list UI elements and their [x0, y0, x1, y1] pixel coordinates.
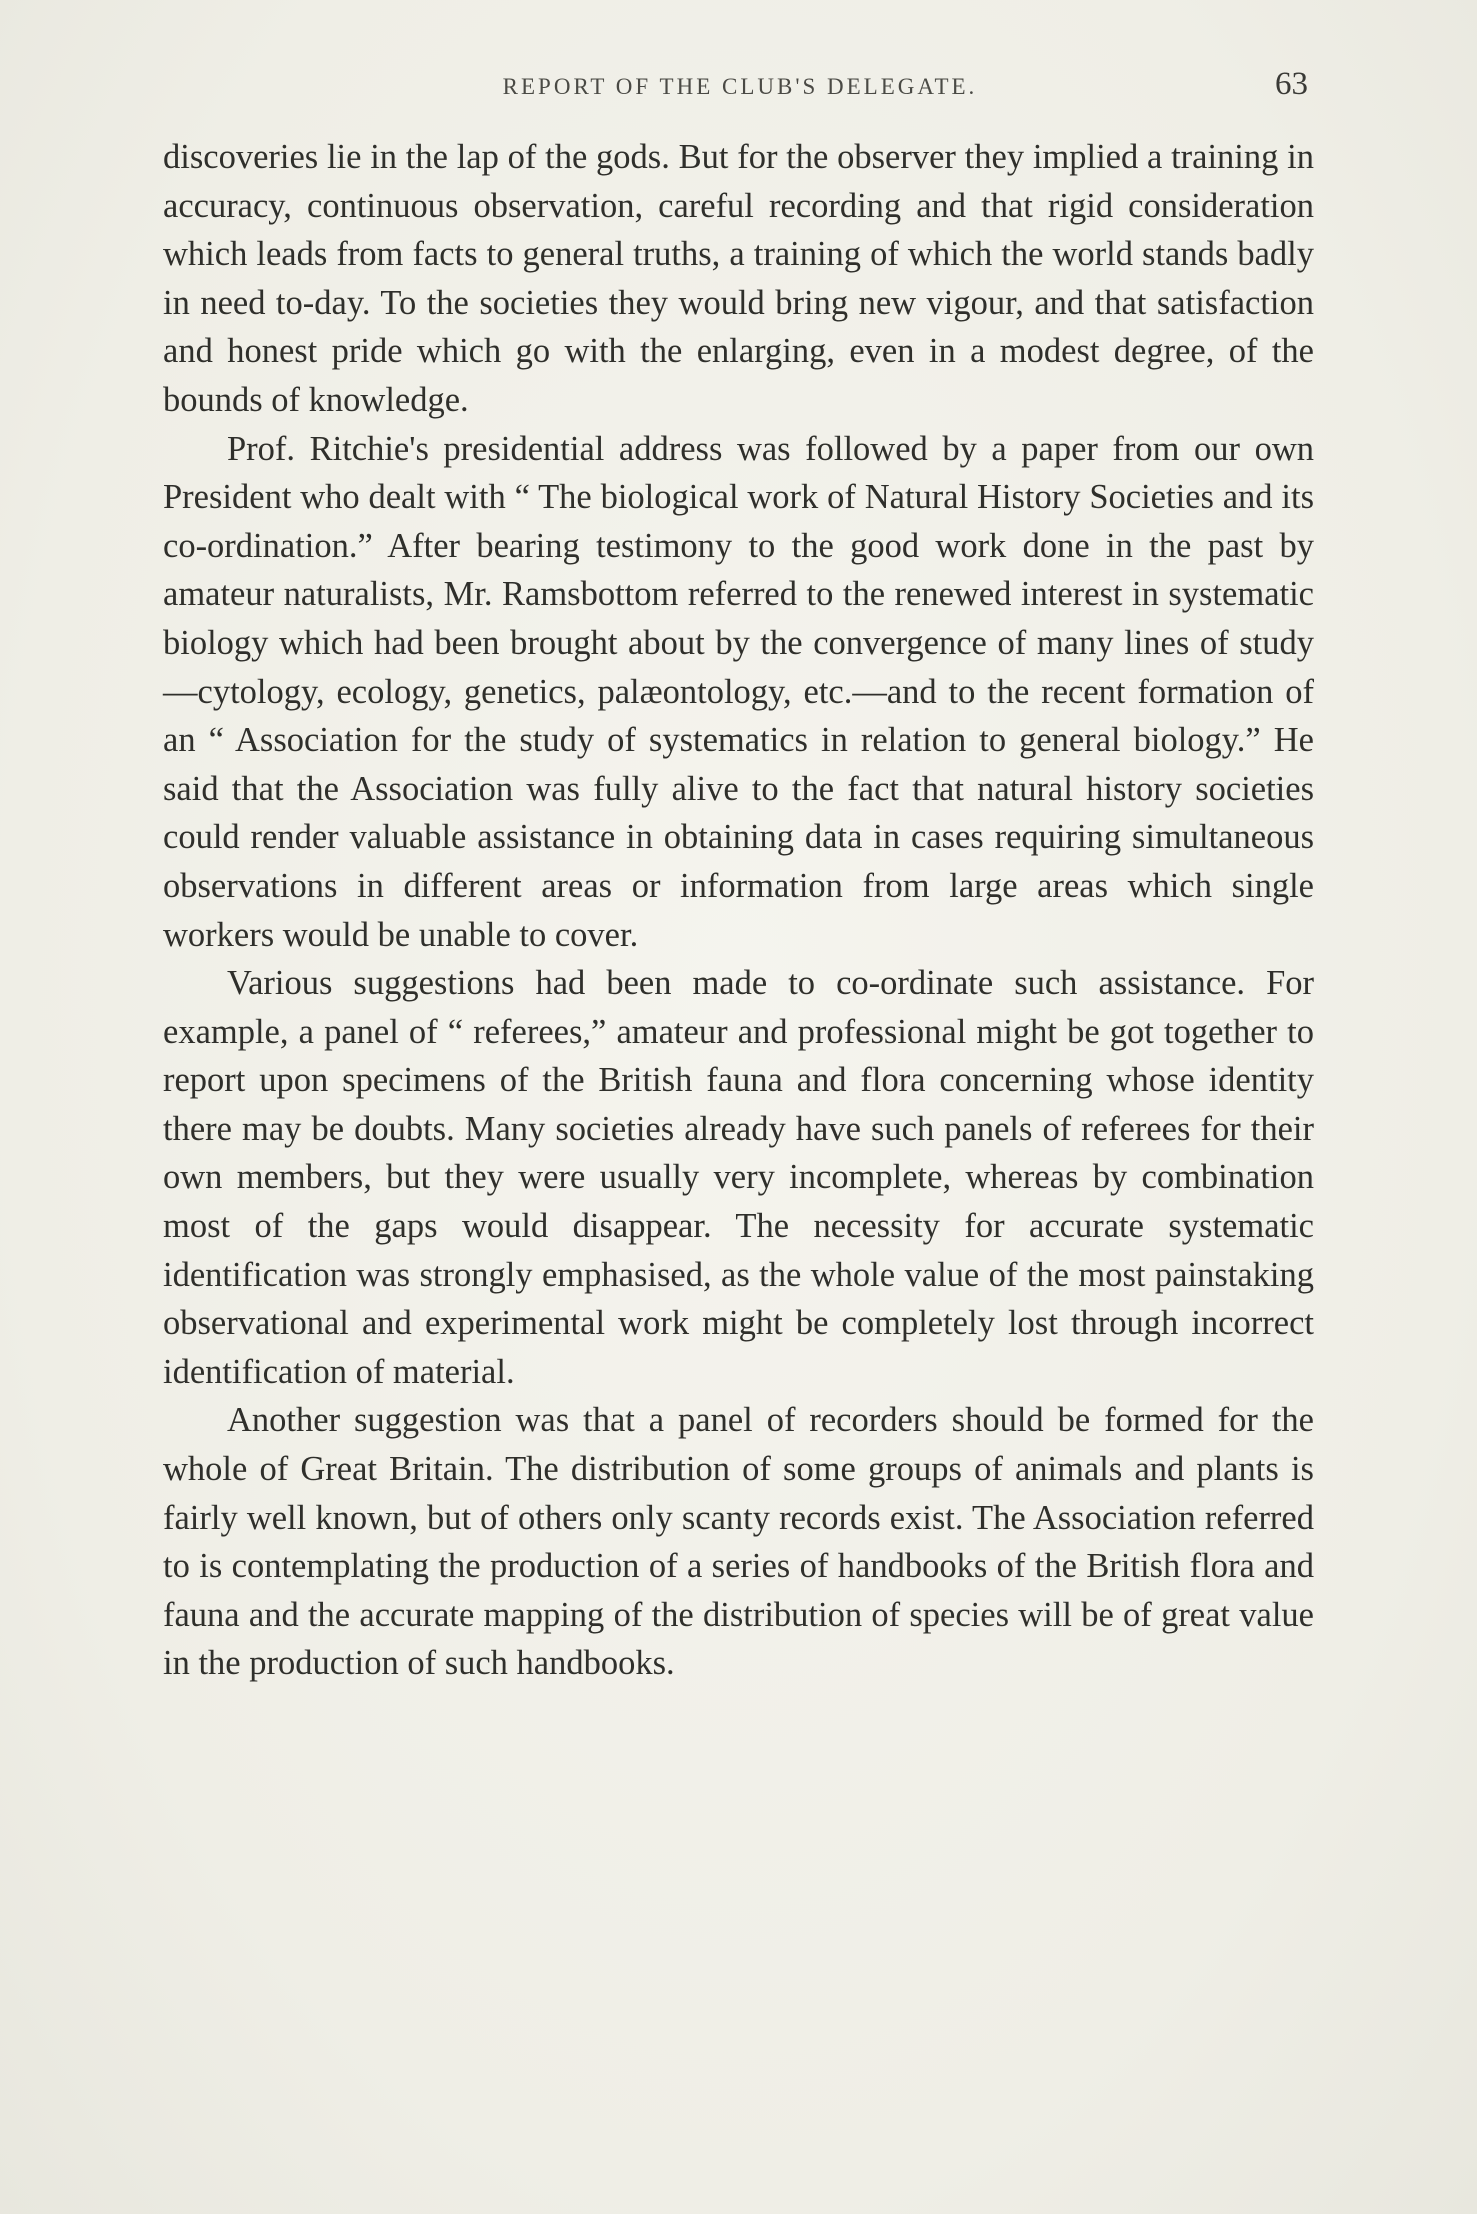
running-head: [160, 66, 1320, 106]
page-number: 63: [1275, 66, 1308, 102]
paragraph-ramsbottom-paper: Prof. Ritchie's presidential address was followed by a paper from our own President who dealt with “ The biological work of Natural History Societies and its co-ordination.” After bearing testimony to the good work done in the past by amateur naturalists, Mr. Ramsbottom referred to the renewed interest in systematic biology which had been brought about by the convergence of many lines of study—cytology, ecology, genetics, palæontology, etc.—and to the recent formation of an “ Association for the study of systematics in relation to general biology.” He said that the Association was fully alive to the fact that natural history societies could render valuable assistance in obtaining data in cases requiring simultaneous observations in different areas or information from large areas which single workers would be unable to cover.: [163, 429, 1314, 954]
body-text: [163, 133, 1314, 1688]
paragraph-referees-panel: Various suggestions had been made to co-ordinate such assistance. For example, a panel of “ referees,” amateur and professional might be got together to report upon specimens of the British fauna and flora concerning whose identity there may be doubts. Many societies already have such panels of referees for their own members, but they were usually very incomplete, whereas by combination most of the gaps would disappear. The necessity for accurate systematic identification was strongly emphasised, as the whole value of the most painstaking observational and experimental work might be completely lost through incorrect identification of material.: [163, 964, 1314, 1391]
paragraph-continuation: discoveries lie in the lap of the gods. But for the observer they implied a training in accuracy, continuous observation, careful recording and that rigid consideration which leads from facts to general truths, a training of which the world stands badly in need to-day. To the societies they would bring new vigour, and that satisfaction and honest pride which go with the enlarging, even in a modest degree, of the bounds of knowledge.: [163, 138, 1314, 419]
running-title: REPORT OF THE CLUB'S DELEGATE.: [502, 74, 978, 99]
paragraph-recorders-panel: Another suggestion was that a panel of recorders should be formed for the whole of Great Britain. The distribution of some groups of animals and plants is fairly well known, but of others only scanty records exist. The Association referred to is contemplating the production of a series of handbooks of the British flora and fauna and the accurate mapping of the distribution of species will be of great value in the production of such handbooks.: [163, 1401, 1314, 1683]
